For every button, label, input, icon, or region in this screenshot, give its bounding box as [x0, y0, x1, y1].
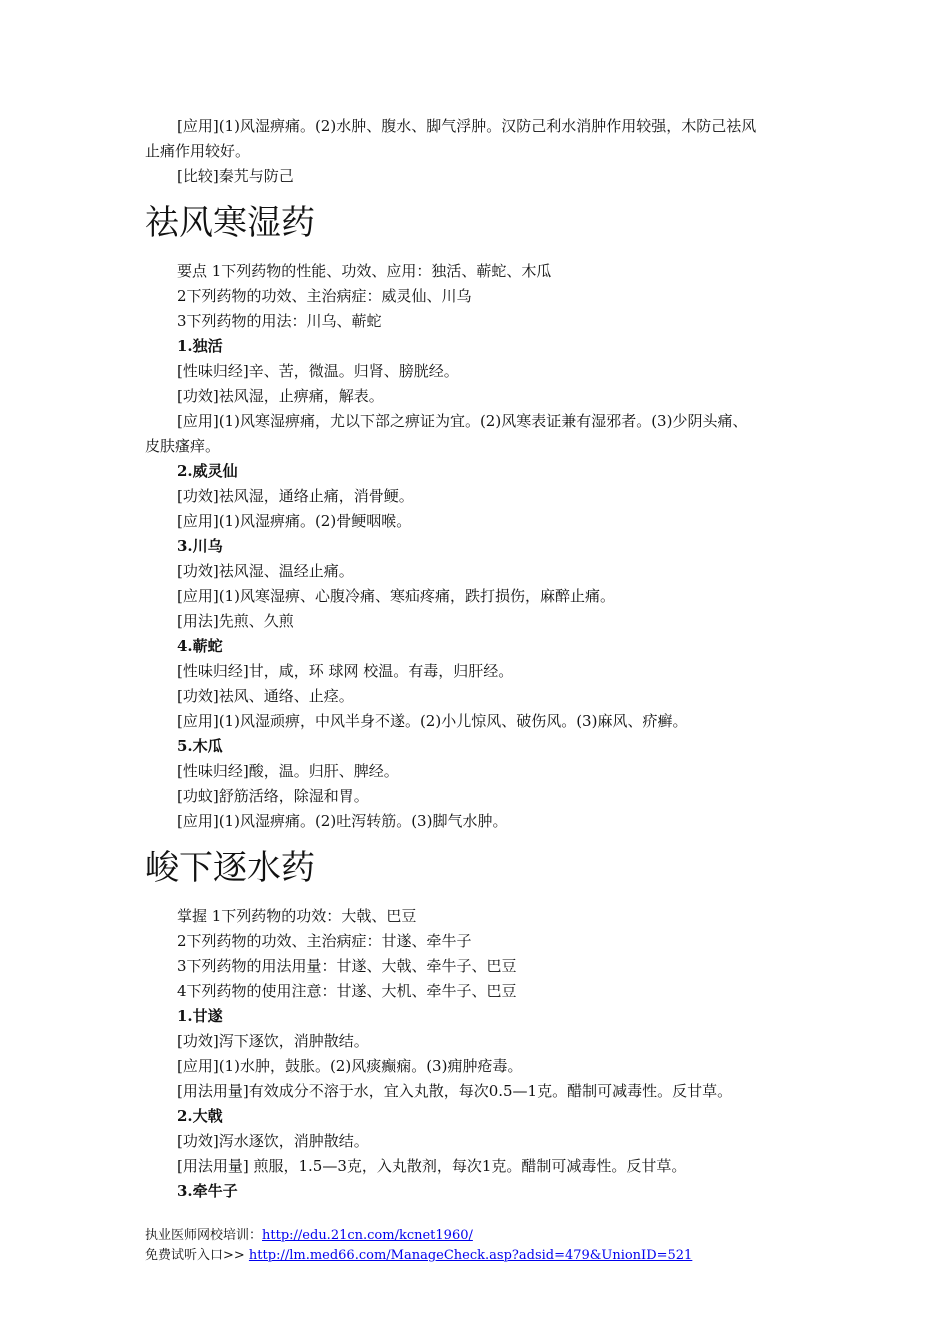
drug-efficacy: [功效]祛风湿、温经止痛。 [177, 562, 354, 580]
key-point: 3下列药物的用法用量：甘遂、大戟、牵牛子、巴豆 [177, 957, 517, 975]
key-point: 要点 1下列药物的性能、功效、应用：独活、蕲蛇、木瓜 [177, 262, 552, 280]
key-point: 2下列药物的功效、主治病症：威灵仙、川乌 [177, 287, 472, 305]
drug-property: [性味归经]辛、苦，微温。归肾、膀胱经。 [177, 362, 459, 380]
footer-line-training [145, 1226, 692, 1246]
drug-name: 4.蕲蛇 [177, 637, 223, 655]
key-point: 4下列药物的使用注意：甘遂、大机、牵牛子、巴豆 [177, 982, 517, 1000]
drug-application: [应用](1)风寒湿痹痛，尤以下部之痹证为宜。(2)风寒表证兼有湿邪者。(3)少阴头痛、 [177, 412, 748, 430]
drug-usage: [用法]先煎、久煎 [177, 612, 294, 630]
drug-application: [应用](1)风湿顽痹，中风半身不遂。(2)小儿惊风、破伤风。(3)麻风、疥癣。 [177, 712, 688, 730]
footer-label: 执业医师网校培训： [145, 1228, 263, 1243]
document-body [145, 114, 815, 1204]
drug-efficacy: [功效]祛风、通络、止痉。 [177, 687, 354, 705]
drug-efficacy: [功蚊]舒筋活络，除湿和胃。 [177, 787, 369, 805]
drug-application-cont: 皮肤瘙痒。 [145, 437, 221, 455]
section-title-qufeng: 祛风寒湿药 [145, 203, 315, 243]
section-title-junxia: 峻下逐水药 [145, 848, 315, 888]
drug-efficacy: [功效]泻水逐饮，消肿散结。 [177, 1132, 369, 1150]
drug-property: [性味归经]酸，温。归肝、脾经。 [177, 762, 399, 780]
drug-application: [应用](1)水肿，鼓胀。(2)风痰癫痫。(3)痈肿疮毒。 [177, 1057, 523, 1075]
key-point: 掌握 1下列药物的功效：大戟、巴豆 [177, 907, 417, 925]
trial-link[interactable]: http://lm.med66.com/ManageCheck.asp?adsid=479&UnionID=521 [248, 1248, 693, 1263]
drug-property: [性味归经]甘，咸，环 球网 校温。有毒，归肝经。 [177, 662, 514, 680]
intro-compare-line: [比较]秦艽与防己 [177, 167, 294, 185]
drug-dosage: [用法用量] 煎服，1.5—3克，入丸散剂，每次1克。醋制可减毒性。反甘草。 [177, 1157, 687, 1175]
footer-line-trial [145, 1246, 692, 1266]
drug-application: [应用](1)风寒湿痹、心腹冷痛、寒疝疼痛，跌打损伤，麻醉止痛。 [177, 587, 615, 605]
drug-efficacy: [功效]祛风湿，通络止痛，消骨鲠。 [177, 487, 414, 505]
drug-name: 2.大戟 [177, 1107, 223, 1125]
drug-efficacy: [功效]祛风湿，止痹痛，解表。 [177, 387, 384, 405]
drug-dosage: [用法用量]有效成分不溶于水，宜入丸散，每次0.5—1克。醋制可减毒性。反甘草。 [177, 1082, 733, 1100]
drug-name: 1.甘遂 [177, 1007, 223, 1025]
drug-efficacy: [功效]泻下逐饮，消肿散结。 [177, 1032, 369, 1050]
drug-application: [应用](1)风湿痹痛。(2)骨鲠咽喉。 [177, 512, 412, 530]
drug-name: 2.威灵仙 [177, 462, 238, 480]
page-footer [145, 1226, 692, 1266]
drug-name: 1.独活 [177, 337, 223, 355]
intro-application-line: [应用](1)风湿痹痛。(2)水肿、腹水、脚气浮肿。汉防己利水消肿作用较强，木防己祛风 [177, 117, 757, 135]
training-link[interactable]: http://edu.21cn.com/kcnet1960/ [262, 1228, 473, 1243]
drug-application: [应用](1)风湿痹痛。(2)吐泻转筋。(3)脚气水肿。 [177, 812, 508, 830]
intro-application-cont: 止痛作用较好。 [145, 142, 251, 160]
drug-name: 5.木瓜 [177, 737, 223, 755]
drug-name: 3.牵牛子 [177, 1182, 238, 1200]
footer-label: 免费试听入口>> [145, 1248, 249, 1263]
drug-name: 3.川乌 [177, 537, 223, 555]
key-point: 2下列药物的功效、主治病症：甘遂、牵牛子 [177, 932, 472, 950]
key-point: 3下列药物的用法：川乌、蕲蛇 [177, 312, 382, 330]
